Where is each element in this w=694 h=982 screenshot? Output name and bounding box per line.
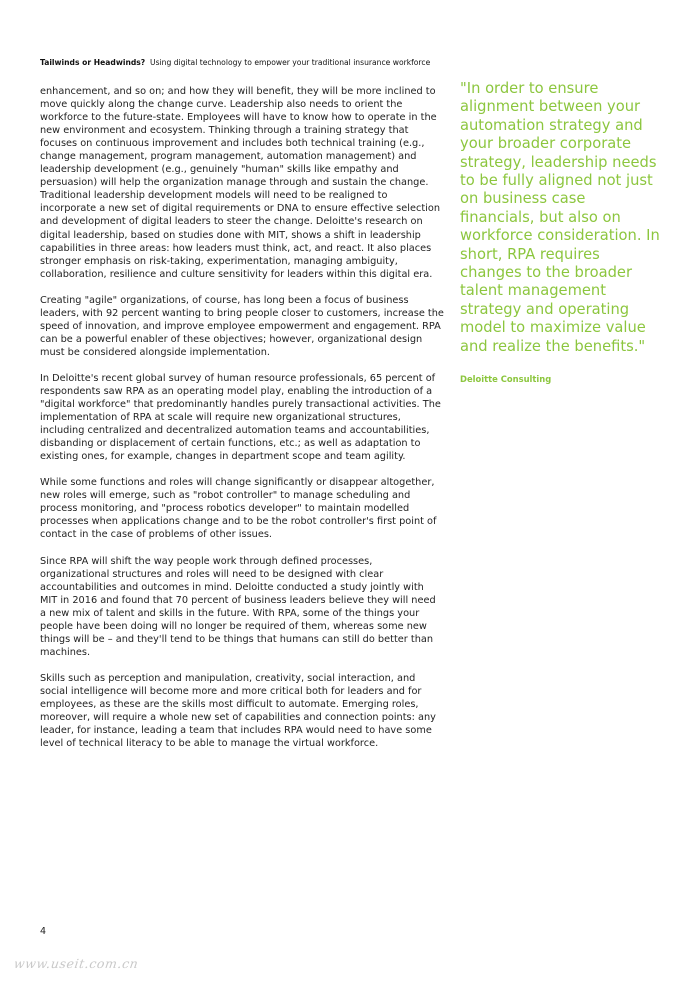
body-paragraph: While some functions and roles will change significantly or disappear altogether, new roles will emerge, such as "robot controller" to manage scheduling and process monitoring, and "process robotics developer" to maintain modelled processes when applications change and to be the robot controller's first point of contact in the case of problems of other issues. xyxy=(40,477,437,541)
page-number: 4 xyxy=(40,926,47,937)
body-paragraph: enhancement, and so on; and how they will benefit, they will be more inclined to move quickly along the change curve. Leadership also needs to orient the workforce to the future-state. Employees will have to know how to operate in the new environment and ecosystem. Thinking through a training strategy that focuses on continuous improvement and includes both technical training (e.g., change management, program management, automation management) and leadership development (e.g., genuinely "human" skills like empathy and persuasion) will help the organization manage through and sustain the change. Traditional leadership development models will need to be realigned to incorporate a new set of digital requirements or DNA to ensure effective selection and development of digital leaders to steer the change. Deloitte's research on digital leadership, based on studies done with MIT, shows a shift in leadership capabilities in three areas: how leaders must think, act, and react. It also places stronger emphasis on risk-taking, experimentation, managing ambiguity, collaboration, resilience and culture sensitivity for leaders within this digital era. xyxy=(40,86,441,280)
body-paragraph: Since RPA will shift the way people work through defined processes, organizational structures and roles will need to be designed with clear accountabilities and outcomes in mind. Deloitte conducted a study jointly with MIT in 2016 and found that 70 percent of business leaders believe they will need a new mix of talent and skills in the future. With RPA, some of the things your people have been doing will no longer be required of them, whereas some new things will be – and they'll tend to be things that humans can still do better than machines. xyxy=(40,555,436,658)
header-title: Tailwinds or Headwinds? xyxy=(40,58,146,67)
header-subtitle: Using digital technology to empower your traditional insurance workforce xyxy=(150,58,431,67)
body-paragraph: Skills such as perception and manipulation, creativity, social interaction, and social intelligence will become more and more critical both for leaders and for employees, as these are the skills most difficult to automate. Emerging roles, moreover, will require a whole new set of capabilities and connection points: any leader, for instance, leading a team that includes RPA would need to have some level of technical literacy to be able to manage the virtual workforce. xyxy=(40,672,436,750)
quote-source: Deloitte Consulting xyxy=(460,374,552,384)
body-paragraph: In Deloitte's recent global survey of human resource professionals, 65 percent of respondents saw RPA as an operating model play, enabling the introduction of a "digital workforce" that predominantly handles purely transactional activities. The implementation of RPA at scale will require new organizational structures, including centralized and decentralized automation teams and accountabilities, disbanding or displacement of certain functions, etc.; as well as adaptation to existing ones, for example, changes in department scope and team agility. xyxy=(40,372,441,463)
running-header xyxy=(40,58,430,67)
watermark: www.useit.com.cn xyxy=(12,956,140,971)
body-column xyxy=(40,85,444,763)
pull-quote: "In order to ensure alignment between your automation strategy and your broader corporate strategy, leadership needs to be fully aligned not just on business case financials, but also on workforce consideration. In short, RPA requires changes to the broader talent management strategy and operating model to maximize value and realize the benefits." xyxy=(460,80,660,355)
body-paragraph: Creating "agile" organizations, of course, has long been a focus of business leaders, with 92 percent wanting to bring people closer to customers, increase the speed of innovation, and improve employee empowerment and engagement. RPA can be a powerful enabler of these objectives; however, organizational design must be considered alongside implementation. xyxy=(40,294,444,358)
